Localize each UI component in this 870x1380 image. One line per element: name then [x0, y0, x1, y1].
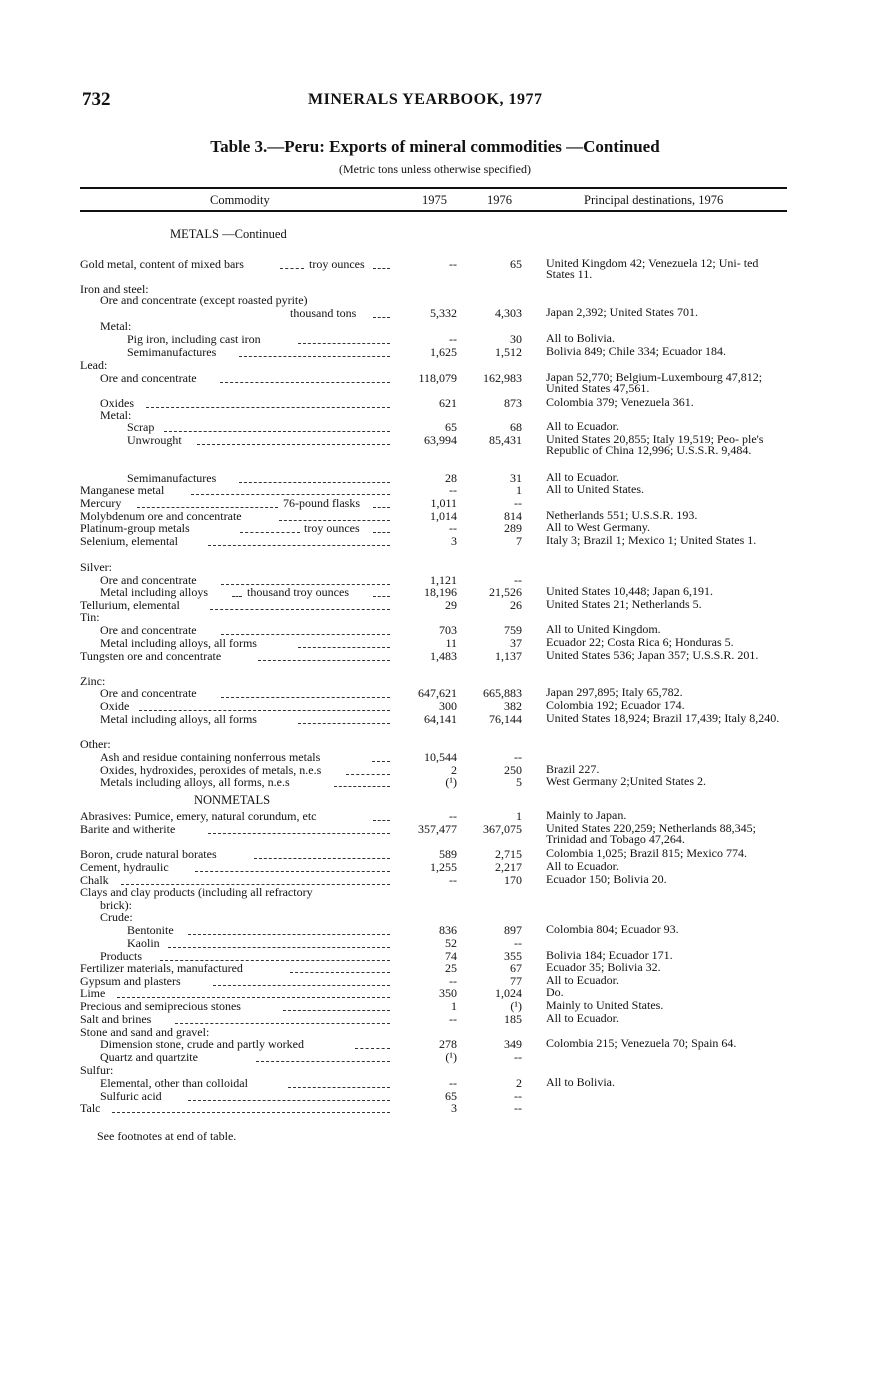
value-1976: 26	[510, 598, 522, 612]
destinations: All to Ecuador.	[546, 973, 619, 987]
dot-leader	[221, 627, 390, 635]
value-1976: 897	[504, 923, 522, 937]
commodity-label: Tungsten ore and concentrate	[80, 649, 222, 663]
value-1975: (¹)	[445, 775, 457, 789]
value-1976: 349	[504, 1037, 522, 1051]
commodity-label: Gypsum and plasters	[80, 974, 181, 988]
value-1976: 2,715	[495, 847, 522, 861]
destinations: All to Ecuador.	[546, 1011, 619, 1025]
value-1976: 1	[516, 809, 522, 823]
destinations: West Germany 2;United States 2.	[546, 774, 707, 788]
col-header-1976: 1976	[487, 193, 512, 207]
commodity-label: Platinum-group metals	[80, 521, 190, 535]
value-1975: 350	[439, 986, 457, 1000]
commodity-label: Chalk	[80, 873, 109, 887]
commodity-label: Metal:	[100, 319, 132, 333]
value-1975: 5,332	[430, 306, 457, 320]
destinations: United States 10,448; Japan 6,191.	[546, 584, 713, 598]
destinations: All to United States.	[546, 482, 644, 496]
value-1976: 2	[516, 1076, 522, 1090]
value-1976: --	[514, 750, 522, 764]
destinations: United States 536; Japan 357; U.S.S.R. 201.	[546, 648, 759, 662]
commodity-label: Sulfur:	[80, 1063, 114, 1077]
dot-leader	[254, 851, 390, 859]
unit-label: troy ounces	[309, 257, 365, 271]
dot-leader	[210, 602, 390, 610]
commodity-label: Silver:	[80, 560, 112, 574]
value-1975: 65	[445, 420, 457, 434]
dot-leader	[334, 779, 390, 787]
value-1975: (¹)	[445, 1050, 457, 1064]
dot-leader	[213, 978, 390, 986]
value-1976: 814	[504, 509, 522, 523]
value-1975: --	[449, 1012, 457, 1026]
destinations: Colombia 215; Venezuela 70; Spain 64.	[546, 1036, 737, 1050]
destinations: United States 18,924; Brazil 17,439; Italy 8,240.	[546, 711, 780, 725]
dot-leader	[290, 965, 390, 973]
commodity-label: Talc	[80, 1101, 101, 1115]
commodity-label: Semimanufactures	[127, 345, 217, 359]
destinations: All to Bolivia.	[546, 1075, 615, 1089]
dot-leader	[239, 349, 390, 357]
dot-leader	[164, 424, 390, 432]
value-1976: 76,144	[489, 712, 522, 726]
value-1976: 68	[510, 420, 522, 434]
value-1975: 647,621	[418, 686, 457, 700]
destinations: Colombia 804; Ecuador 93.	[546, 922, 679, 936]
value-1975: 300	[439, 699, 457, 713]
commodity-label: Zinc:	[80, 674, 106, 688]
commodity-label: Ash and residue containing nonferrous metals	[100, 750, 321, 764]
commodity-label: Products	[100, 949, 142, 963]
value-1975: 3	[451, 1101, 457, 1115]
value-1976: 77	[510, 974, 522, 988]
value-1976: 185	[504, 1012, 522, 1026]
commodity-label: Clays and clay products (including all refractory	[80, 885, 313, 899]
commodity-label: Lead:	[80, 358, 108, 372]
commodity-label: Boron, crude natural borates	[80, 847, 217, 861]
commodity-label: Metals including alloys, all forms, n.e.s	[100, 775, 290, 789]
commodity-label: Metal including alloys, all forms	[100, 636, 257, 650]
value-1975: 29	[445, 598, 457, 612]
value-1976: 2,217	[495, 860, 522, 874]
commodity-label: Oxides, hydroxides, peroxides of metals, n.e.s	[100, 763, 322, 777]
value-1975: 18,196	[424, 585, 457, 599]
table-title: Table 3.—Peru: Exports of mineral commodities —Continued	[210, 137, 660, 156]
commodity-label: Abrasives: Pumice, emery, natural corundum, etc	[80, 809, 317, 823]
dot-leader	[288, 1080, 390, 1088]
dot-leader	[195, 864, 390, 872]
commodity-label: Iron and steel:	[80, 282, 149, 296]
commodity-label: Pig iron, including cast iron	[127, 332, 261, 346]
destinations: Ecuador 35; Bolivia 32.	[546, 960, 661, 974]
value-1976: --	[514, 1101, 522, 1115]
dot-leader	[175, 1016, 390, 1024]
value-1975: 1,625	[430, 345, 457, 359]
table-footnote: See footnotes at end of table.	[97, 1129, 237, 1143]
destinations: Bolivia 849; Chile 334; Ecuador 184.	[546, 344, 726, 358]
value-1976: --	[514, 1050, 522, 1064]
commodity-label: Crude:	[100, 910, 133, 924]
commodity-label: Lime	[80, 986, 106, 1000]
value-1975: 118,079	[418, 371, 457, 385]
destinations: Colombia 379; Venezuela 361.	[546, 395, 694, 409]
dot-leader	[117, 990, 390, 998]
value-1976: 367,075	[483, 822, 522, 836]
destinations: Japan 2,392; United States 701.	[546, 305, 698, 319]
value-1975: 11	[445, 636, 457, 650]
dot-leader	[240, 525, 300, 533]
commodity-label: Barite and witherite	[80, 822, 176, 836]
commodity-label: Tin:	[80, 610, 100, 624]
dot-leader	[208, 826, 390, 834]
commodity-label: Metal including alloys	[100, 585, 208, 599]
dot-leader	[280, 261, 304, 269]
value-1976: 250	[504, 763, 522, 777]
value-1976: 31	[510, 471, 522, 485]
commodity-label: Fertilizer materials, manufactured	[80, 961, 243, 975]
value-1976: 1,137	[495, 649, 522, 663]
commodity-label: Ore and concentrate	[100, 371, 197, 385]
commodity-label: Oxides	[100, 396, 134, 410]
value-1975: --	[449, 809, 457, 823]
value-1975: 2	[451, 763, 457, 777]
value-1975: 3	[451, 534, 457, 548]
dot-leader	[346, 767, 390, 775]
commodity-label: Other:	[80, 737, 111, 751]
col-header-destinations: Principal destinations, 1976	[584, 193, 724, 207]
value-1976: 355	[504, 949, 522, 963]
col-header-commodity: Commodity	[210, 193, 270, 207]
dot-leader	[373, 589, 390, 597]
value-1976: --	[514, 936, 522, 950]
destinations: Colombia 192; Ecuador 174.	[546, 698, 685, 712]
commodity-label: brick):	[100, 898, 132, 912]
commodity-label: Molybdenum ore and concentrate	[80, 509, 242, 523]
unit-label: troy ounces	[304, 521, 360, 535]
commodity-label: Ore and concentrate	[100, 686, 197, 700]
commodity-label: Semimanufactures	[127, 471, 217, 485]
value-1975: 589	[439, 847, 457, 861]
dot-leader	[373, 500, 390, 508]
value-1976: 7	[516, 534, 522, 548]
value-1976: 382	[504, 699, 522, 713]
commodity-label: Quartz and quartzite	[100, 1050, 198, 1064]
value-1976: 873	[504, 396, 522, 410]
value-1975: 64,141	[424, 712, 457, 726]
value-1976: --	[514, 496, 522, 510]
destinations: All to Bolivia.	[546, 331, 615, 345]
value-1976: 4,303	[495, 306, 522, 320]
value-1975: 703	[439, 623, 457, 637]
dot-leader	[279, 513, 390, 521]
value-1976: 759	[504, 623, 522, 637]
value-1976: (¹)	[510, 999, 522, 1013]
value-1976: 1,024	[495, 986, 522, 1000]
commodity-label: Ore and concentrate	[100, 623, 197, 637]
destinations: United States 20,855; Italy 19,519; Peo- ple's Republic of China 12,996; U.S.S.R. 9,484.	[546, 432, 764, 457]
commodity-label: Ore and concentrate (except roasted pyrite)	[100, 293, 308, 307]
value-1975: 1,483	[430, 649, 457, 663]
dot-leader	[188, 1093, 390, 1101]
commodity-label: Dimension stone, crude and partly worked	[100, 1037, 304, 1051]
commodity-label: Oxide	[100, 699, 130, 713]
dot-leader	[139, 703, 390, 711]
dot-leader	[208, 538, 390, 546]
commodity-label: Manganese metal	[80, 483, 165, 497]
commodity-label: Ore and concentrate	[100, 573, 197, 587]
commodity-label: Stone and sand and gravel:	[80, 1025, 210, 1039]
dot-leader	[283, 1003, 390, 1011]
value-1975: 10,544	[424, 750, 457, 764]
destinations: United States 220,259; Netherlands 88,345; Trinidad and Tobago 47,264.	[546, 821, 756, 846]
value-1976: --	[514, 1089, 522, 1103]
value-1976: 5	[516, 775, 522, 789]
value-1975: --	[449, 1076, 457, 1090]
dot-leader	[160, 953, 390, 961]
value-1975: --	[449, 873, 457, 887]
section-heading-nonmetals: NONMETALS	[194, 793, 271, 807]
destinations: United Kingdom 42; Venezuela 12; Uni- ted States 11.	[546, 256, 759, 281]
destinations: All to Ecuador.	[546, 470, 619, 484]
destinations: All to Ecuador.	[546, 859, 619, 873]
value-1975: 1	[451, 999, 457, 1013]
commodity-label: Kaolin	[127, 936, 160, 950]
commodity-label: Precious and semiprecious stones	[80, 999, 241, 1013]
value-1975: 65	[445, 1089, 457, 1103]
dot-leader	[221, 577, 390, 585]
value-1975: 1,011	[430, 496, 457, 510]
commodity-label: Selenium, elemental	[80, 534, 178, 548]
dot-leader	[256, 1054, 390, 1062]
value-1976: 67	[510, 961, 522, 975]
destinations: Brazil 227.	[546, 762, 600, 776]
dot-leader	[373, 310, 390, 318]
value-1975: 278	[439, 1037, 457, 1051]
destinations: Mainly to Japan.	[546, 808, 627, 822]
value-1975: 52	[445, 936, 457, 950]
destinations: Ecuador 22; Costa Rica 6; Honduras 5.	[546, 635, 734, 649]
value-1976: 85,431	[489, 433, 522, 447]
dot-leader	[220, 375, 390, 383]
destinations: All to West Germany.	[546, 520, 651, 534]
commodity-label: Gold metal, content of mixed bars	[80, 257, 244, 271]
destinations: Do.	[546, 985, 564, 999]
dot-leader	[298, 716, 390, 724]
value-1976: 21,526	[489, 585, 522, 599]
page-number: 732	[82, 89, 111, 110]
value-1975: 63,994	[424, 433, 457, 447]
commodity-label: Tellurium, elemental	[80, 598, 180, 612]
value-1975: --	[449, 332, 457, 346]
commodity-label: Scrap	[127, 420, 155, 434]
commodity-label: Sulfuric acid	[100, 1089, 162, 1103]
destinations: Japan 297,895; Italy 65,782.	[546, 685, 683, 699]
destinations: All to United Kingdom.	[546, 622, 661, 636]
commodity-label: Unwrought	[127, 433, 182, 447]
commodity-label: Salt and brines	[80, 1012, 152, 1026]
dot-leader	[258, 653, 390, 661]
destinations: United States 21; Netherlands 5.	[546, 597, 702, 611]
dot-leader	[221, 690, 390, 698]
dot-leader	[191, 487, 390, 495]
destinations: Japan 52,770; Belgium-Luxembourg 47,812; United States 47,561.	[546, 370, 763, 395]
value-1975: 621	[439, 396, 457, 410]
value-1975: --	[449, 483, 457, 497]
dot-leader	[372, 754, 390, 762]
value-1976: 289	[504, 521, 522, 535]
commodity-label: thousand tons	[290, 306, 357, 320]
dot-leader	[232, 589, 242, 597]
dot-leader	[239, 475, 390, 483]
value-1975: --	[449, 521, 457, 535]
value-1976: 30	[510, 332, 522, 346]
destinations: Colombia 1,025; Brazil 815; Mexico 774.	[546, 846, 747, 860]
dot-leader	[112, 1105, 390, 1113]
destinations: Italy 3; Brazil 1; Mexico 1; United States 1.	[546, 533, 757, 547]
dot-leader	[197, 437, 390, 445]
value-1975: 74	[445, 949, 457, 963]
value-1976: 162,983	[483, 371, 522, 385]
table-subtitle: (Metric tons unless otherwise specified)	[339, 162, 531, 176]
dot-leader	[188, 927, 390, 935]
destinations: Bolivia 184; Ecuador 171.	[546, 948, 673, 962]
value-1975: 1,255	[430, 860, 457, 874]
unit-label: thousand troy ounces	[247, 585, 349, 599]
dot-leader	[298, 336, 390, 344]
value-1975: 28	[445, 471, 457, 485]
destinations: Netherlands 551; U.S.S.R. 193.	[546, 508, 698, 522]
commodity-label: Metal:	[100, 408, 132, 422]
destinations: Mainly to United States.	[546, 998, 664, 1012]
dot-leader	[146, 400, 390, 408]
dot-leader	[298, 640, 390, 648]
commodity-label: Cement, hydraulic	[80, 860, 169, 874]
value-1975: 1,014	[430, 509, 457, 523]
destinations: Ecuador 150; Bolivia 20.	[546, 872, 667, 886]
dot-leader	[137, 500, 278, 508]
col-header-1975: 1975	[422, 193, 447, 207]
dot-leader	[121, 877, 390, 885]
unit-label: 76-pound flasks	[283, 496, 360, 510]
value-1976: 665,883	[483, 686, 522, 700]
commodity-label: Bentonite	[127, 923, 174, 937]
commodity-label: Metal including alloys, all forms	[100, 712, 257, 726]
value-1975: 25	[445, 961, 457, 975]
dot-leader	[168, 940, 390, 948]
value-1976: 170	[504, 873, 522, 887]
value-1975: 836	[439, 923, 457, 937]
dot-leader	[373, 261, 390, 269]
value-1975: 357,477	[418, 822, 457, 836]
destinations: All to Ecuador.	[546, 419, 619, 433]
value-1976: 1,512	[495, 345, 522, 359]
dot-leader	[355, 1041, 390, 1049]
value-1976: 65	[510, 257, 522, 271]
value-1975: 1,121	[430, 573, 457, 587]
section-heading-metals: METALS —Continued	[170, 227, 287, 241]
value-1976: 1	[516, 483, 522, 497]
value-1976: 37	[510, 636, 522, 650]
dot-leader	[373, 813, 390, 821]
commodity-label: Elemental, other than colloidal	[100, 1076, 248, 1090]
value-1975: --	[449, 974, 457, 988]
value-1976: --	[514, 573, 522, 587]
dot-leader	[373, 525, 390, 533]
value-1975: --	[449, 257, 457, 271]
running-head: MINERALS YEARBOOK, 1977	[308, 91, 543, 108]
commodity-label: Mercury	[80, 496, 122, 510]
